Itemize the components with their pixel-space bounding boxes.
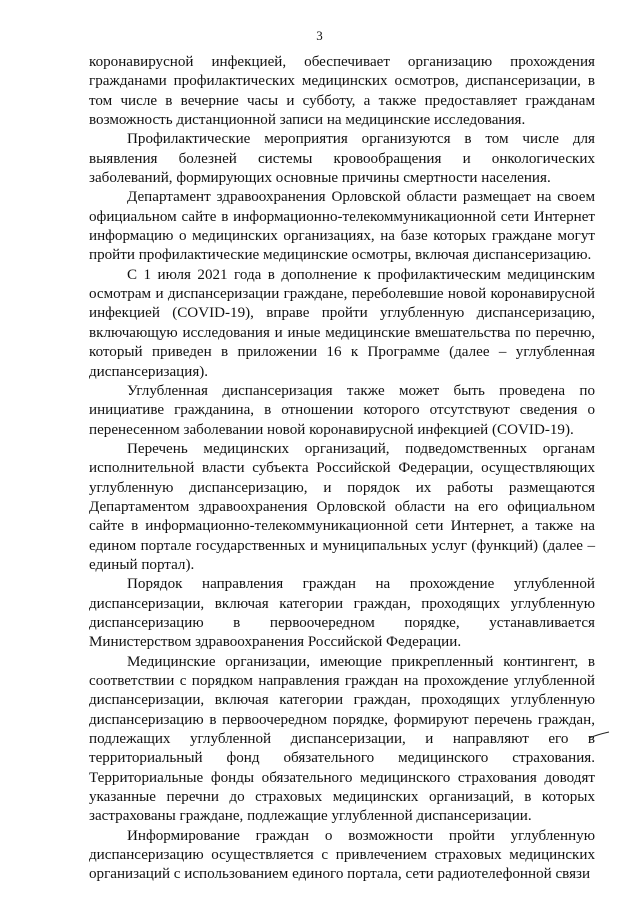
document-body bbox=[89, 53, 595, 885]
paragraph-preventive-measures: Профилактические мероприятия организуются в том числе для выявления болезней системы кровообращения и онкологических заболеваний, формирующих основные причины смертности населения. bbox=[89, 131, 595, 187]
pen-stroke-mark bbox=[588, 730, 610, 740]
paragraph-medical-organizations: Медицинские организации, имеющие прикрепленный контингент, в соответствии с порядком направления граждан на прохождение углубленной диспансеризации, включая категории граждан, проходящих углубленную диспансеризацию в первоочередном порядке, формируют перечень граждан, подлежащих углубленной диспансеризации, и направляют его в территориальный фонд обязательного медицинского страхования. Территориальные фонды обязательного медицинского страхования доводят указанные перечни до страховых медицинских организаций, в которых застрахованы граждане, подлежащие углубленной диспансеризации. bbox=[89, 653, 595, 825]
page-number: 3 bbox=[316, 28, 323, 43]
paragraph-organizations-list: Перечень медицинских организаций, подведомственных органам исполнительной власти субъекта Российской Федерации, осуществляющих углубленную диспансеризацию, и порядок их работы размещаются Департаментом здравоохранения Орловской области на его официальном сайте в информационно-телекоммуникационной сети Интернет, а также на едином портале государственных и муниципальных услуг (функций) (далее – единый портал). bbox=[89, 440, 595, 573]
paragraph-continued: коронавирусной инфекцией, обеспечивает организацию прохождения гражданами профилактических медицинских осмотров, диспансеризации, в том числе в вечерние часы и субботу, а также предоставляет гражданам возможность дистанционной записи на медицинские исследования. bbox=[89, 54, 595, 129]
paragraph-referral-procedure: Порядок направления граждан на прохождение углубленной диспансеризации, включая категории граждан, проходящих углубленную диспансеризацию в первоочередном порядке, устанавливается Министерством здравоохранения Российской Федерации. bbox=[89, 576, 595, 651]
paragraph-department-info: Департамент здравоохранения Орловской области размещает на своем официальном сайте в информационно-телекоммуникационной сети Интернет информацию о медицинских организациях, на базе которых граждане могут пройти профилактические медицинские осмотры, включая диспансеризацию. bbox=[89, 189, 595, 264]
paragraph-informing-citizens: Информирование граждан о возможности пройти углубленную диспансеризацию осуществляется с привлечением страховых медицинских организаций с использованием единого портала, сети радиотелефонной связи bbox=[89, 827, 595, 883]
paragraph-citizen-initiative: Углубленная диспансеризация также может быть проведена по инициативе гражданина, в отношении которого отсутствуют сведения о перенесенном заболевании новой коронавирусной инфекцией (COVID-19). bbox=[89, 382, 595, 438]
paragraph-covid-dispensary: С 1 июля 2021 года в дополнение к профилактическим медицинским осмотрам и диспансеризации граждане, переболевшие новой коронавирусной инфекцией (COVID-19), вправе пройти углубленную диспансеризацию, включающую исследования и иные медицинские вмешательства по перечню, который приведен в приложении 16 к Программе (далее – углубленная диспансеризация). bbox=[89, 266, 595, 380]
